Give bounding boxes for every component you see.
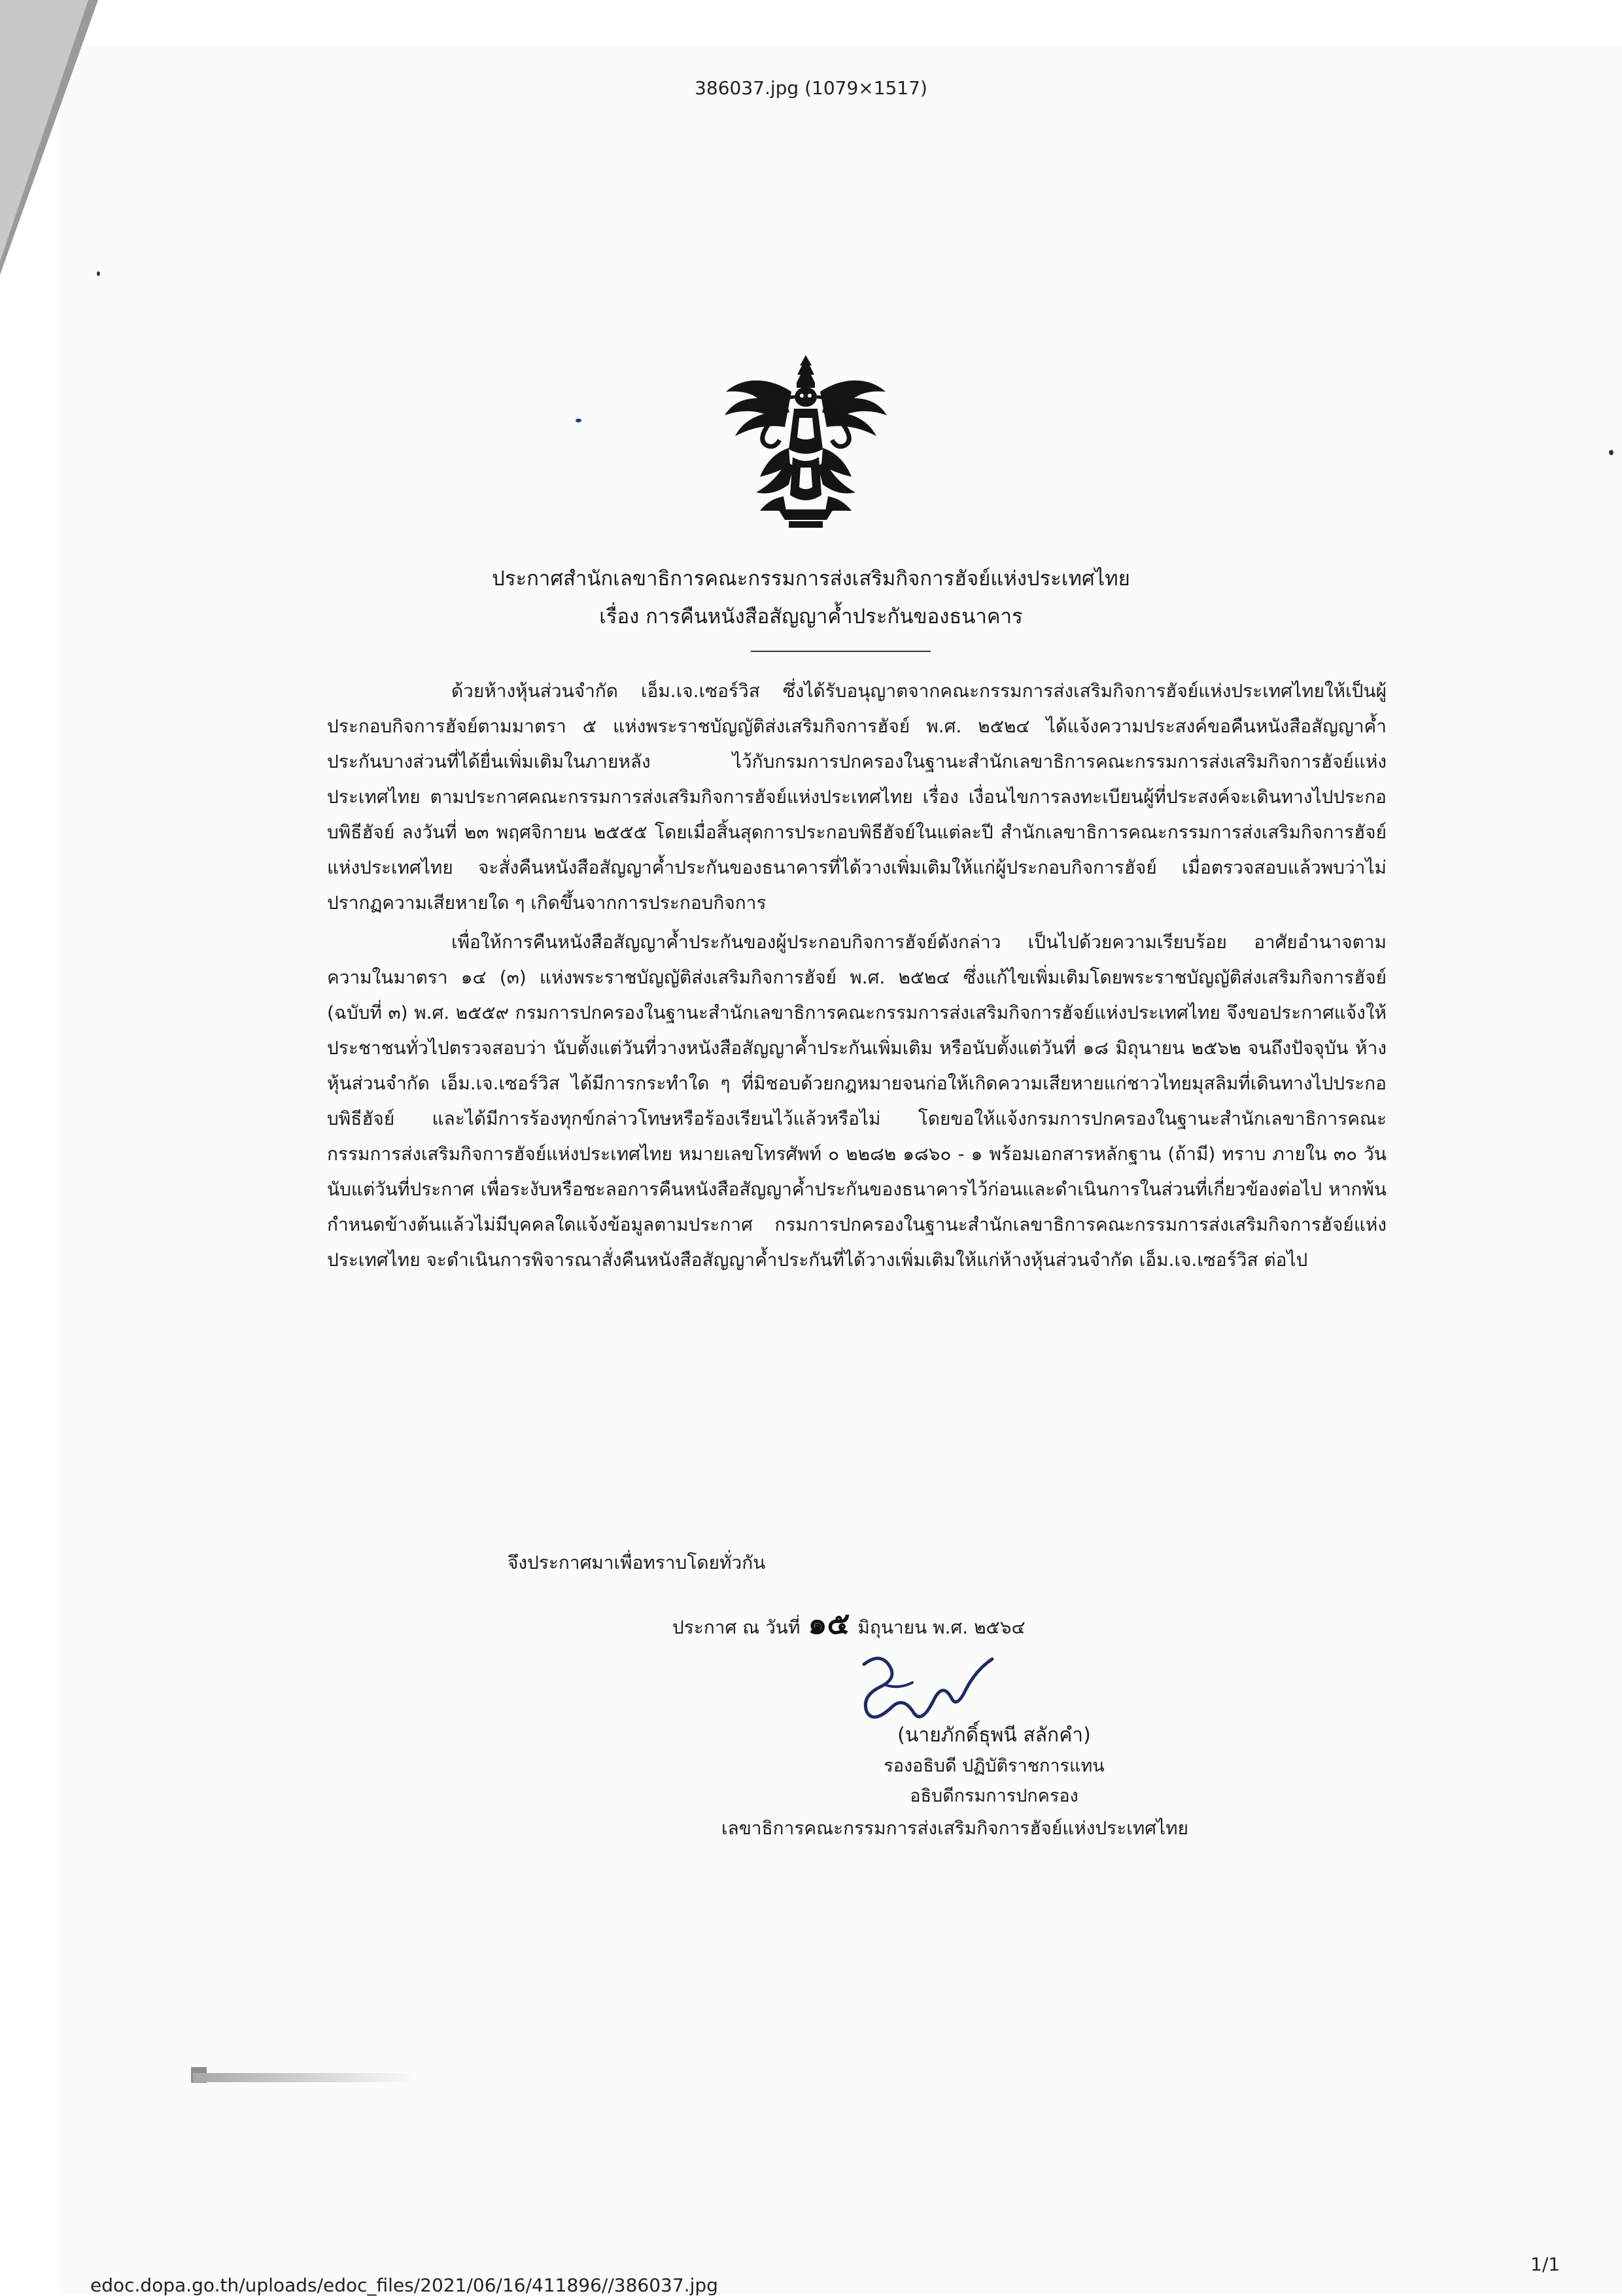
folded-corner-shade <box>0 0 88 262</box>
scan-speck <box>97 271 100 276</box>
date-prefix: ประกาศ ณ วันที่ <box>672 1617 801 1638</box>
scan-speck <box>576 419 581 422</box>
closing-line: จึงประกาศมาเพื่อทราบโดยทั่วกัน <box>508 1552 766 1573</box>
date-day: ๑๕ <box>808 1605 850 1641</box>
scan-smudge <box>193 2073 415 2082</box>
scan-speck <box>1609 450 1613 455</box>
print-header: 386037.jpg (1079×1517) <box>695 77 927 99</box>
signer-name: (นายภักดิ์ธุพนี สลักคำ) <box>897 1724 1091 1747</box>
signer-position: รองอธิบดี ปฏิบัติราชการแทน <box>884 1756 1105 1776</box>
document-title: ประกาศสำนักเลขาธิการคณะกรรมการส่งเสริมกิจการฮัจย์แห่งประเทศไทย <box>492 567 1130 591</box>
title-divider <box>751 651 931 652</box>
garuda-emblem-icon <box>721 350 891 530</box>
body-paragraph-2: เพื่อให้การคืนหนังสือสัญญาค้ำประกันของผู้ประกอบกิจการฮัจย์ดังกล่าว เป็นไปด้วยความเรียบร้อย อาศัยอำนาจตามความในมาตรา ๑๔ (๓) แห่งพระราชบัญญัติส่งเสริมกิจการฮัจย์ พ.ศ. ๒๕๒๔ ซึ่งแก้ไขเพิ่มเติมโดยพระราชบัญญัติส่งเสริมกิจการฮัจย์ (ฉบับที่ ๓) พ.ศ. ๒๕๕๙ กรมการปกครองในฐานะสำนักเลขาธิการคณะกรรมการส่งเสริมกิจการฮัจย์แห่งประเทศไทย จึงขอประกาศแจ้งให้ประชาชนทั่วไปตรวจสอบว่า นับตั้งแต่วันที่วางหนังสือสัญญาค้ำประกันเพิ่มเติม หรือนับตั้งแต่วันที่ ๑๘ มิถุนายน ๒๕๖๒ จนถึงปัจจุบัน ห้างหุ้นส่วนจำกัด เอ็ม.เจ.เซอร์วิส ได้มีการกระทำใด ๆ ที่มิชอบด้วยกฎหมายจนก่อให้เกิดความเสียหายแก่ชาวไทยมุสลิมที่เดินทางไปประกอบพิธีฮัจย์ และได้มีการร้องทุกข์กล่าวโทษหรือร้องเรียนไว้แล้วหรือไม่ โดยขอให้แจ้งกรมการปกครองในฐานะสำนักเลขาธิการคณะกรรมการส่งเสริมกิจการฮัจย์แห่งประเทศไทย หมายเลขโทรศัพท์ ๐ ๒๒๘๒ ๑๘๖๐ - ๑ พร้อมเอกสารหลักฐาน (ถ้ามี) ทราบ ภายใน ๓๐ วันนับแต่วันที่ประกาศ เพื่อระงับหรือชะลอการคืนหนังสือสัญญาค้ำประกันของธนาคารไว้ก่อนและดำเนินการในส่วนที่เกี่ยวข้องต่อไป หากพ้นกำหนดข้างต้นแล้วไม่มีบุคคลใดแจ้งข้อมูลตามประกาศ กรมการปกครองในฐานะสำนักเลขาธิการคณะกรรมการส่งเสริมกิจการฮัจย์แห่งประเทศไทย จะดำเนินการพิจารณาสั่งคืนหนังสือสัญญาค้ำประกันที่ได้วางเพิ่มเติมให้แก่ห้างหุ้นส่วนจำกัด เอ็ม.เจ.เซอร์วิส ต่อไป <box>327 931 1387 1271</box>
footer-url: edoc.dopa.go.th/uploads/edoc_files/2021/06/16/411896//386037.jpg <box>90 2274 718 2296</box>
signature-icon <box>834 1645 1050 1726</box>
signer-position-2: อธิบดีกรมการปกครอง <box>910 1786 1078 1806</box>
announcement-date <box>672 1600 1026 1647</box>
signature-block <box>628 1720 1282 1844</box>
date-month-year: มิถุนายน พ.ศ. ๒๕๖๔ <box>857 1617 1026 1638</box>
document-subject: เรื่อง การคืนหนังสือสัญญาค้ำประกันของธนาคาร <box>599 605 1023 628</box>
footer-page-number: 1/1 <box>1530 2253 1561 2275</box>
signer-organization: เลขาธิการคณะกรรมการส่งเสริมกิจการฮัจย์แห่งประเทศไทย <box>721 1817 1188 1839</box>
body-paragraph-1: ด้วยห้างหุ้นส่วนจำกัด เอ็ม.เจ.เซอร์วิส ซึ่งได้รับอนุญาตจากคณะกรรมการส่งเสริมกิจการฮัจย์แห่งประเทศไทยให้เป็นผู้ประกอบกิจการฮัจย์ตามมาตรา ๕ แห่งพระราชบัญญัติส่งเสริมกิจการฮัจย์ พ.ศ. ๒๕๒๔ ได้แจ้งความประสงค์ขอคืนหนังสือสัญญาค้ำประกันบางส่วนที่ได้ยื่นเพิ่มเติมในภายหลัง ไว้กับกรมการปกครองในฐานะสำนักเลขาธิการคณะกรรมการส่งเสริมกิจการฮัจย์แห่งประเทศไทย ตามประกาศคณะกรรมการส่งเสริมกิจการฮัจย์แห่งประเทศไทย เรื่อง เงื่อนไขการลงทะเบียนผู้ที่ประสงค์จะเดินทางไปประกอบพิธีฮัจย์ ลงวันที่ ๒๓ พฤศจิกายน ๒๕๕๕ โดยเมื่อสิ้นสุดการประกอบพิธีฮัจย์ในแต่ละปี สำนักเลขาธิการคณะกรรมการส่งเสริมกิจการฮัจย์แห่งประเทศไทย จะสั่งคืนหนังสือสัญญาค้ำประกันของธนาคารที่ได้วางเพิ่มเติมให้แก่ผู้ประกอบกิจการฮัจย์ เมื่อตรวจสอบแล้วพบว่าไม่ปรากฏความเสียหายใด ๆ เกิดขึ้นจากการประกอบกิจการ <box>327 680 1387 914</box>
document-body <box>327 674 1387 1278</box>
